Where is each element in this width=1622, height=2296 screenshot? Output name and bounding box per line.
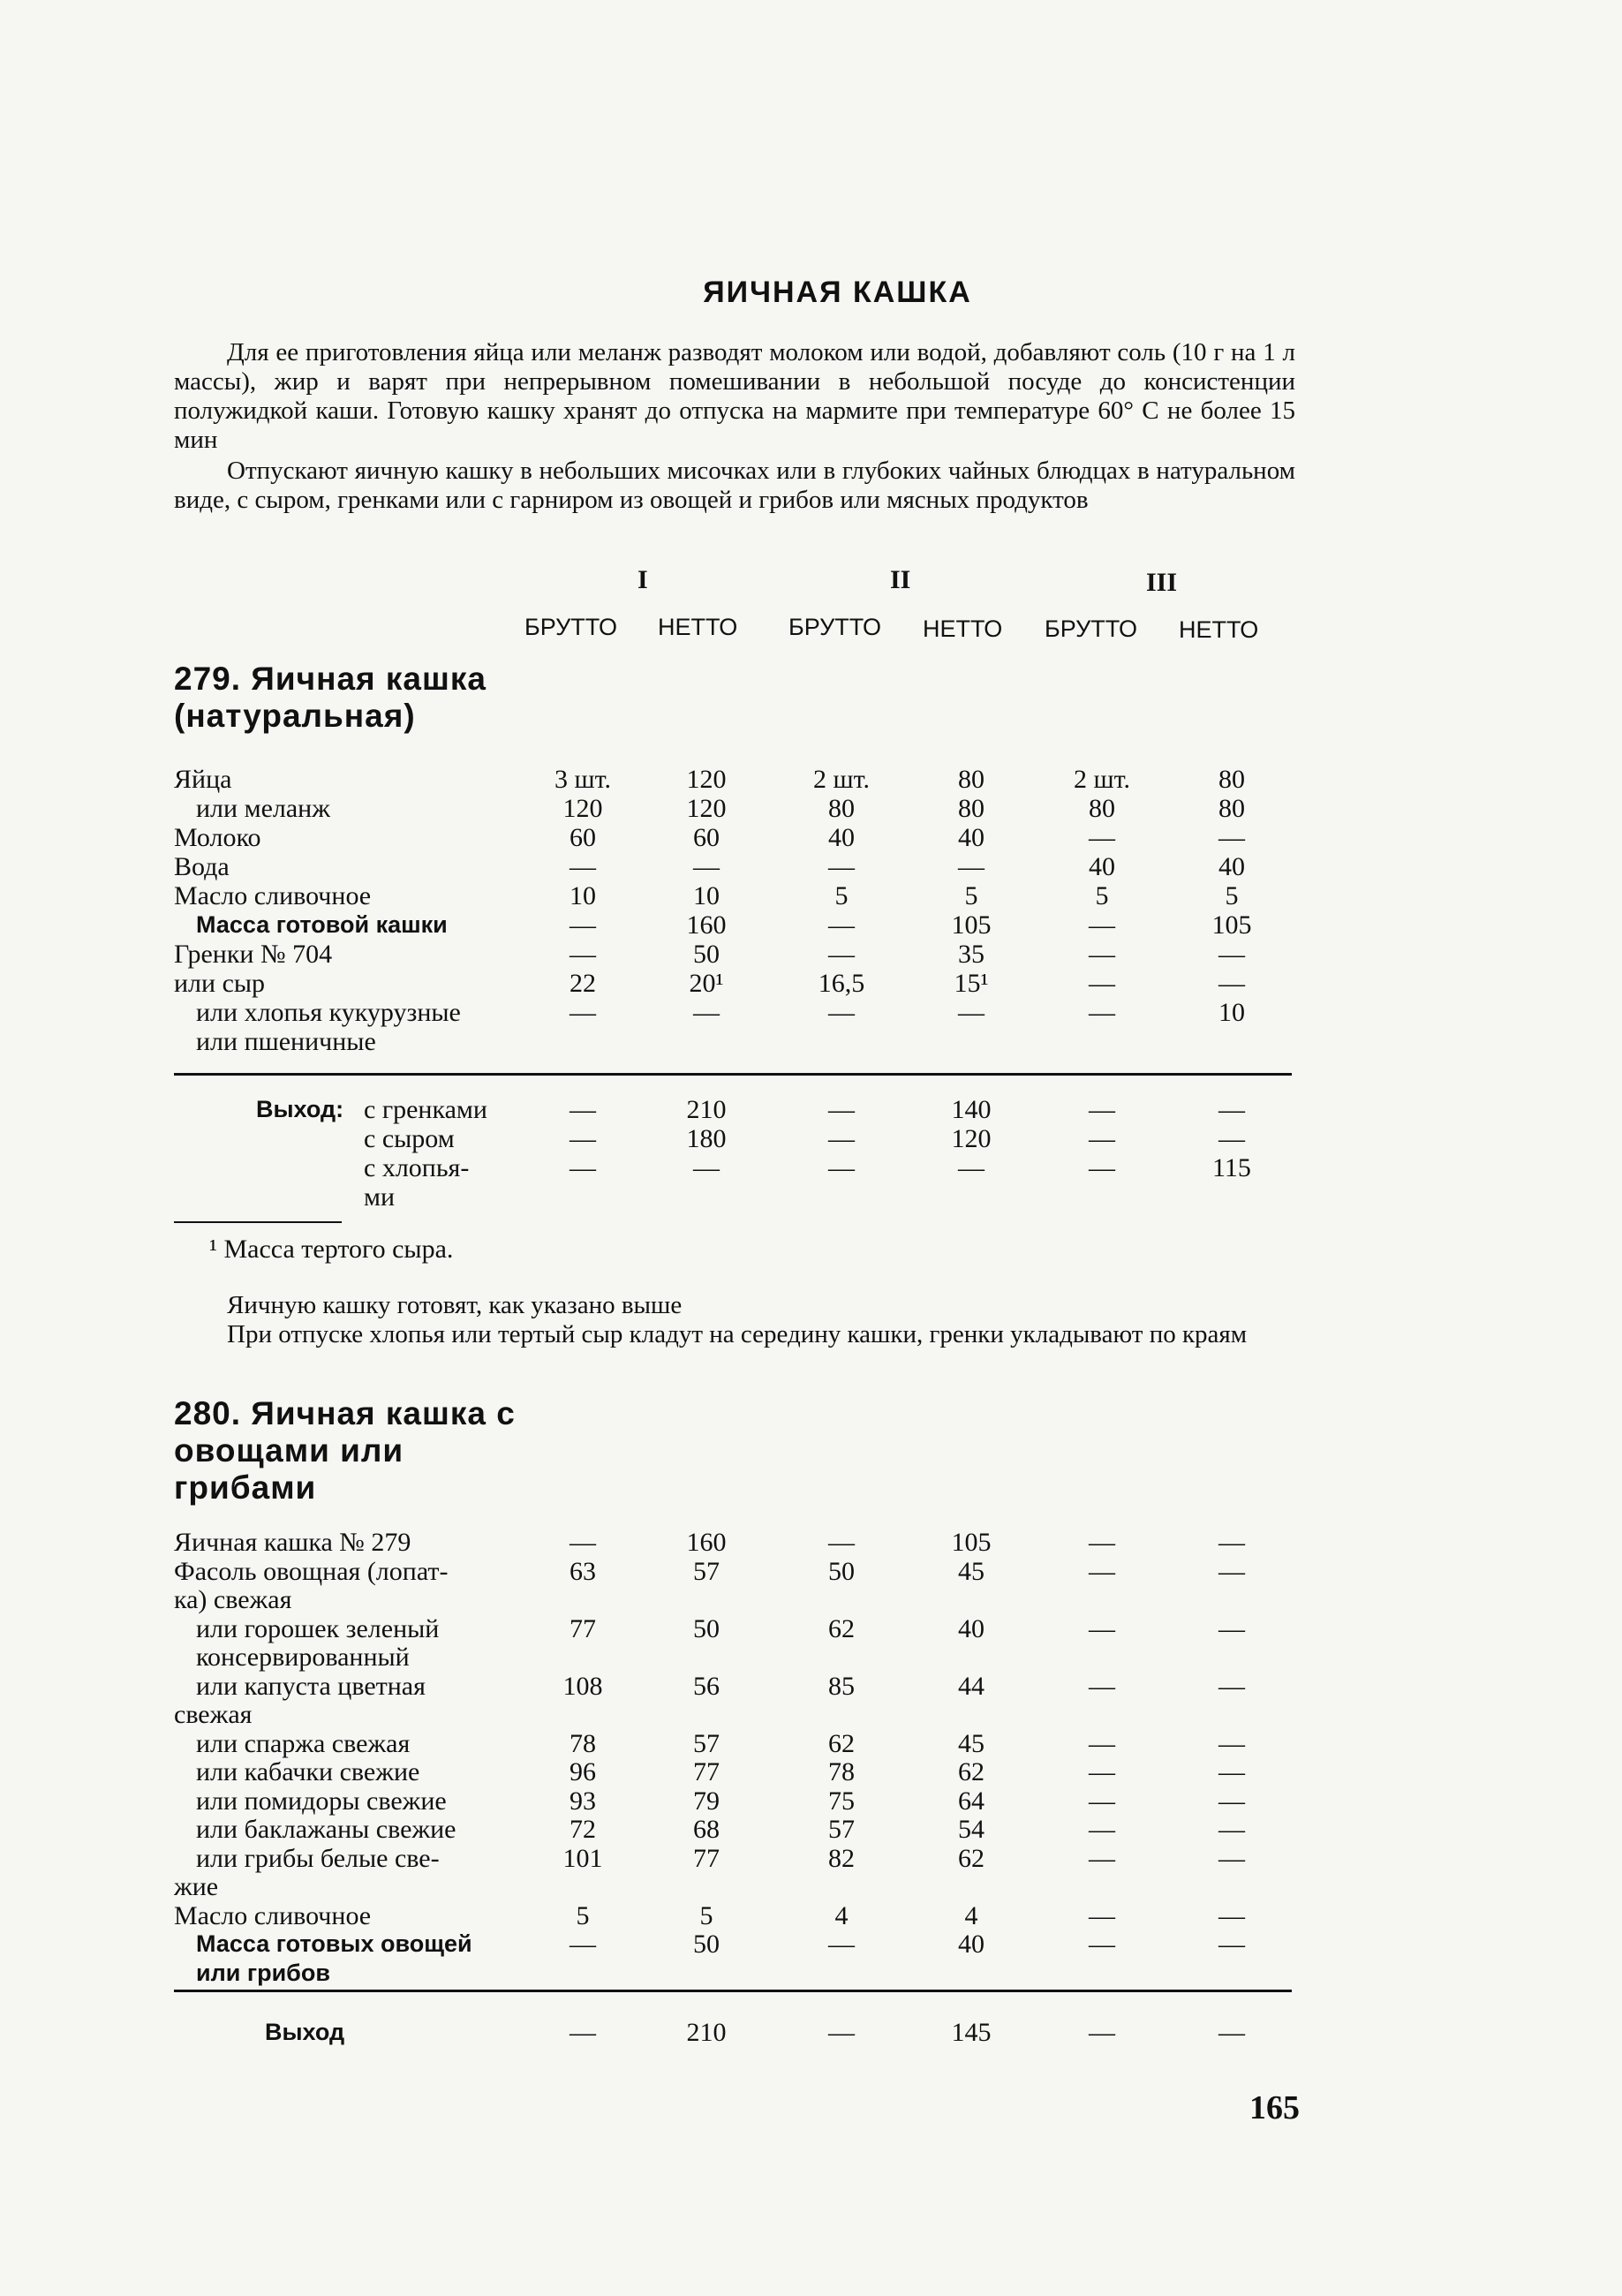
table-cell: 77	[693, 1843, 720, 1873]
table-cell: 78	[828, 1757, 855, 1786]
table-cell: 10	[693, 881, 720, 910]
yield-row	[0, 1095, 1622, 1124]
row-label: или грибы белые све-	[196, 1843, 440, 1873]
table-cell: 77	[693, 1757, 720, 1786]
table-cell: 40	[958, 823, 985, 852]
group-header-1: I	[637, 565, 648, 594]
row-label: Яйца	[174, 765, 232, 794]
group-header-3: III	[1146, 568, 1178, 597]
row-label: свежая	[174, 1700, 253, 1729]
table-cell: 62	[828, 1613, 855, 1643]
table-cell: 80	[958, 794, 985, 823]
table-cell: —	[828, 852, 855, 881]
table-cell: 96	[570, 1757, 596, 1786]
table-cell: —	[1218, 1124, 1245, 1153]
row-label: или пшеничные	[196, 1027, 376, 1056]
table-cell: 50	[693, 1613, 720, 1643]
yield-value: 145	[951, 2018, 992, 2047]
table-cell: 40	[1218, 852, 1245, 881]
row-label: или сыр	[174, 969, 266, 998]
table-cell: —	[1089, 1900, 1115, 1930]
footnote-rule	[174, 1221, 342, 1223]
table-cell: 75	[828, 1786, 855, 1816]
table-cell: —	[1089, 1613, 1115, 1643]
table-cell: 160	[686, 910, 727, 940]
table-cell: 45	[958, 1556, 985, 1586]
table-cell: —	[1089, 1124, 1115, 1153]
table-cell: —	[1089, 969, 1115, 998]
table-cell: 120	[951, 1124, 992, 1153]
table-cell: 54	[958, 1815, 985, 1844]
col-header-2: НЕТТО	[658, 614, 738, 640]
table-cell: 105	[951, 910, 992, 940]
col-header-1: БРУТТО	[524, 614, 618, 640]
table-cell: —	[1218, 1528, 1245, 1557]
table-cell: —	[1218, 1757, 1245, 1786]
table-cell: —	[1089, 998, 1115, 1027]
table-cell: —	[1089, 1728, 1115, 1758]
table-row	[0, 1614, 1622, 1643]
table-cell: —	[1218, 1095, 1245, 1124]
row-label: Гренки № 704	[174, 940, 333, 969]
table-cell: 105	[951, 1528, 992, 1557]
table-cell: —	[570, 1930, 596, 1959]
table-cell: —	[1089, 940, 1115, 969]
table-row	[0, 1757, 1622, 1786]
table-cell: —	[693, 1153, 720, 1182]
table-cell: —	[1089, 1528, 1115, 1557]
table-cell: 35	[958, 940, 985, 969]
table-row	[0, 1901, 1622, 1930]
table-cell: 50	[693, 940, 720, 969]
table-cell: 44	[958, 1671, 985, 1701]
table-cell: —	[570, 1095, 596, 1124]
table-cell: —	[1218, 1556, 1245, 1586]
recipe-280-yield-row	[0, 2018, 1622, 2047]
table-cell: 5	[1095, 881, 1109, 910]
table-rule	[174, 1073, 1292, 1076]
table-row	[0, 1557, 1622, 1586]
table-cell: —	[1218, 1930, 1245, 1959]
table-cell: —	[1089, 1153, 1115, 1182]
intro-paragraph-1: Для ее приготовления яйца или меланж разводят молоком или водой, добавляют соль (10 г на 1 л массы), жир и варят при непрерывном помешивании в небольшой посуде до консистенции полужидкой каши. Готовую кашку хранят до отпуска на мармите при температуре 60° С не более 15 мин	[174, 338, 1295, 454]
row-label: ми	[364, 1182, 396, 1212]
between-paragraph-2: При отпуске хлопья или тертый сыр кладут на середину кашки, гренки укладывают по краям	[227, 1320, 1248, 1348]
table-cell: —	[958, 998, 985, 1027]
row-label: или баклажаны свежие	[196, 1815, 456, 1844]
col-header-5: БРУТТО	[1045, 616, 1138, 642]
row-label: или горошек зеленый	[196, 1613, 440, 1643]
yield-value: —	[570, 2018, 596, 2047]
row-label: Масса готовых овощей	[196, 1930, 472, 1957]
row-label: жие	[174, 1872, 219, 1901]
row-label: Фасоль овощная (лопат-	[174, 1556, 449, 1586]
table-cell: 40	[958, 1613, 985, 1643]
table-cell: 60	[693, 823, 720, 852]
table-cell: 105	[1211, 910, 1252, 940]
table-cell: —	[570, 852, 596, 881]
table-cell: 57	[828, 1815, 855, 1844]
table-row	[0, 1959, 1622, 1988]
table-cell: 3 шт.	[554, 765, 611, 794]
table-cell: 40	[958, 1930, 985, 1959]
yield-value: —	[1089, 2018, 1115, 2047]
group-header-2: II	[890, 565, 911, 594]
table-cell: —	[1218, 969, 1245, 998]
row-label: с сыром	[364, 1124, 455, 1153]
table-cell: 5	[964, 881, 978, 910]
table-cell: —	[828, 1095, 855, 1124]
table-cell: 10	[1218, 998, 1245, 1027]
table-cell: 56	[693, 1671, 720, 1701]
table-cell: —	[1089, 1757, 1115, 1786]
yield-label: Выход	[265, 2019, 345, 2045]
table-row	[0, 1700, 1622, 1729]
table-row	[0, 998, 1622, 1027]
table-cell: 4	[834, 1900, 849, 1930]
table-cell: 108	[562, 1671, 603, 1701]
row-label: Вода	[174, 852, 230, 881]
table-cell: —	[958, 1153, 985, 1182]
table-cell: 79	[693, 1786, 720, 1816]
table-cell: —	[958, 852, 985, 881]
footnote: ¹ Масса тертого сыра.	[209, 1235, 454, 1264]
section-title: ЯИЧНАЯ КАШКА	[703, 276, 972, 309]
table-row	[0, 1815, 1622, 1844]
table-cell: 63	[570, 1556, 596, 1586]
table-cell: 50	[693, 1930, 720, 1959]
table-cell: 72	[570, 1815, 596, 1844]
table-cell: —	[1218, 823, 1245, 852]
table-cell: —	[570, 1528, 596, 1557]
table-cell: —	[1089, 1786, 1115, 1816]
table-cell: —	[570, 1153, 596, 1182]
col-header-6: НЕТТО	[1179, 616, 1259, 643]
row-label: или хлопья кукурузные	[196, 998, 461, 1027]
recipe-280-title: 280. Яичная кашка с овощами или грибами	[174, 1395, 516, 1506]
table-cell: 45	[958, 1728, 985, 1758]
table-cell: 120	[686, 794, 727, 823]
row-label: Молоко	[174, 823, 261, 852]
table-cell: 57	[693, 1728, 720, 1758]
table-cell: —	[570, 940, 596, 969]
col-header-4: НЕТТО	[923, 616, 1003, 642]
table-cell: 82	[828, 1843, 855, 1873]
table-cell: —	[570, 910, 596, 940]
table-cell: 57	[693, 1556, 720, 1586]
table-cell: —	[828, 998, 855, 1027]
table-cell: 180	[686, 1124, 727, 1153]
yield-value: —	[828, 2018, 855, 2047]
row-label: или спаржа свежая	[196, 1728, 411, 1758]
table-row	[0, 1585, 1622, 1614]
row-label: или помидоры свежие	[196, 1786, 447, 1816]
yield-value: —	[1218, 2018, 1245, 2047]
row-label: с хлопья-	[364, 1153, 470, 1182]
intro-paragraph-2: Отпускают яичную кашку в небольших мисочках или в глубоких чайных блюдцах в натуральном виде, с сыром, гренками или с гарниром из овощей и грибов или мясных продуктов	[174, 457, 1295, 514]
table-cell: 85	[828, 1671, 855, 1701]
page-number: 165	[1249, 2089, 1300, 2126]
table-cell: 115	[1212, 1153, 1251, 1182]
table-cell: —	[1218, 1786, 1245, 1816]
table-row	[0, 1930, 1622, 1959]
table-row	[0, 765, 1622, 794]
table-cell: 4	[964, 1900, 978, 1930]
table-row	[0, 1872, 1622, 1901]
table-row	[0, 1672, 1622, 1701]
table-cell: 120	[686, 765, 727, 794]
table-cell: 10	[570, 881, 596, 910]
yield-row	[0, 1124, 1622, 1153]
table-cell: 60	[570, 823, 596, 852]
table-cell: 40	[1089, 852, 1115, 881]
table-cell: 15¹	[954, 969, 989, 998]
table-cell: 80	[1218, 794, 1245, 823]
table-cell: 93	[570, 1786, 596, 1816]
yield-value: 210	[686, 2018, 727, 2047]
table-cell: —	[1089, 823, 1115, 852]
row-label: Масса готовой кашки	[196, 911, 448, 938]
table-cell: 101	[562, 1843, 603, 1873]
table-cell: —	[1218, 1900, 1245, 1930]
table-cell: 210	[686, 1095, 727, 1124]
table-cell: 62	[958, 1757, 985, 1786]
row-label: Масло сливочное	[174, 881, 372, 910]
table-row	[0, 1528, 1622, 1557]
table-cell: 80	[958, 765, 985, 794]
table-cell: 78	[570, 1728, 596, 1758]
table-cell: —	[1089, 1815, 1115, 1844]
table-row	[0, 1786, 1622, 1816]
row-label: или грибов	[196, 1959, 330, 1986]
table-cell: —	[1089, 1843, 1115, 1873]
table-cell: —	[570, 998, 596, 1027]
table-cell: 5	[834, 881, 849, 910]
yield-row	[0, 1153, 1622, 1182]
table-row	[0, 1729, 1622, 1758]
table-row	[0, 1027, 1622, 1056]
table-cell: 68	[693, 1815, 720, 1844]
table-row	[0, 823, 1622, 852]
table-cell: —	[1218, 1728, 1245, 1758]
row-label: или меланж	[196, 794, 330, 823]
table-cell: 120	[562, 794, 603, 823]
table-cell: —	[1089, 1671, 1115, 1701]
table-cell: —	[1089, 910, 1115, 940]
table-cell: —	[693, 998, 720, 1027]
table-cell: —	[828, 1930, 855, 1959]
table-row	[0, 969, 1622, 998]
table-cell: 16,5	[818, 969, 865, 998]
table-cell: 64	[958, 1786, 985, 1816]
table-cell: 20¹	[689, 969, 724, 998]
table-cell: 5	[1225, 881, 1239, 910]
table-cell: 80	[1089, 794, 1115, 823]
col-header-3: БРУТТО	[788, 614, 882, 640]
between-paragraph-1: Яичную кашку готовят, как указано выше	[227, 1291, 683, 1319]
table-cell: —	[1218, 1613, 1245, 1643]
table-row	[0, 940, 1622, 969]
table-cell: 80	[1218, 765, 1245, 794]
table-cell: 50	[828, 1556, 855, 1586]
row-label: или кабачки свежие	[196, 1757, 420, 1786]
table-cell: 160	[686, 1528, 727, 1557]
table-row	[0, 794, 1622, 823]
table-cell: 5	[576, 1900, 590, 1930]
table-cell: 77	[570, 1613, 596, 1643]
table-cell: —	[828, 1528, 855, 1557]
row-label: Яичная кашка № 279	[174, 1528, 411, 1557]
table-row	[0, 1643, 1622, 1672]
table-row	[0, 881, 1622, 910]
table-cell: 140	[951, 1095, 992, 1124]
row-label: Масло сливочное	[174, 1900, 372, 1930]
table-cell: 2 шт.	[813, 765, 870, 794]
table-cell: —	[828, 940, 855, 969]
table-cell: 40	[828, 823, 855, 852]
table-cell: —	[1218, 1671, 1245, 1701]
table-cell: —	[570, 1124, 596, 1153]
recipe-279-title: 279. Яичная кашка (натуральная)	[174, 661, 487, 734]
table-cell: —	[828, 1153, 855, 1182]
table-row	[0, 852, 1622, 881]
table-row	[0, 1844, 1622, 1873]
row-label: или капуста цветная	[196, 1671, 426, 1701]
row-label: ка) свежая	[174, 1585, 292, 1614]
table-cell: —	[1089, 1556, 1115, 1586]
yield-label: Выход:	[256, 1096, 344, 1122]
table-cell: 22	[570, 969, 596, 998]
table-cell: —	[1218, 940, 1245, 969]
table-cell: 62	[958, 1843, 985, 1873]
table-cell: —	[828, 910, 855, 940]
table-cell: —	[828, 1124, 855, 1153]
table-cell: 62	[828, 1728, 855, 1758]
yield-row	[0, 1182, 1622, 1212]
row-label: консервированный	[196, 1643, 410, 1672]
table-cell: 80	[828, 794, 855, 823]
table-row	[0, 910, 1622, 940]
table-cell: —	[1218, 1843, 1245, 1873]
table-cell: 5	[699, 1900, 713, 1930]
table-cell: —	[693, 852, 720, 881]
table-cell: —	[1089, 1930, 1115, 1959]
table-cell: —	[1218, 1815, 1245, 1844]
table-rule-2	[174, 1990, 1292, 1992]
row-label: с гренками	[364, 1095, 487, 1124]
table-cell: 2 шт.	[1074, 765, 1130, 794]
table-cell: —	[1089, 1095, 1115, 1124]
